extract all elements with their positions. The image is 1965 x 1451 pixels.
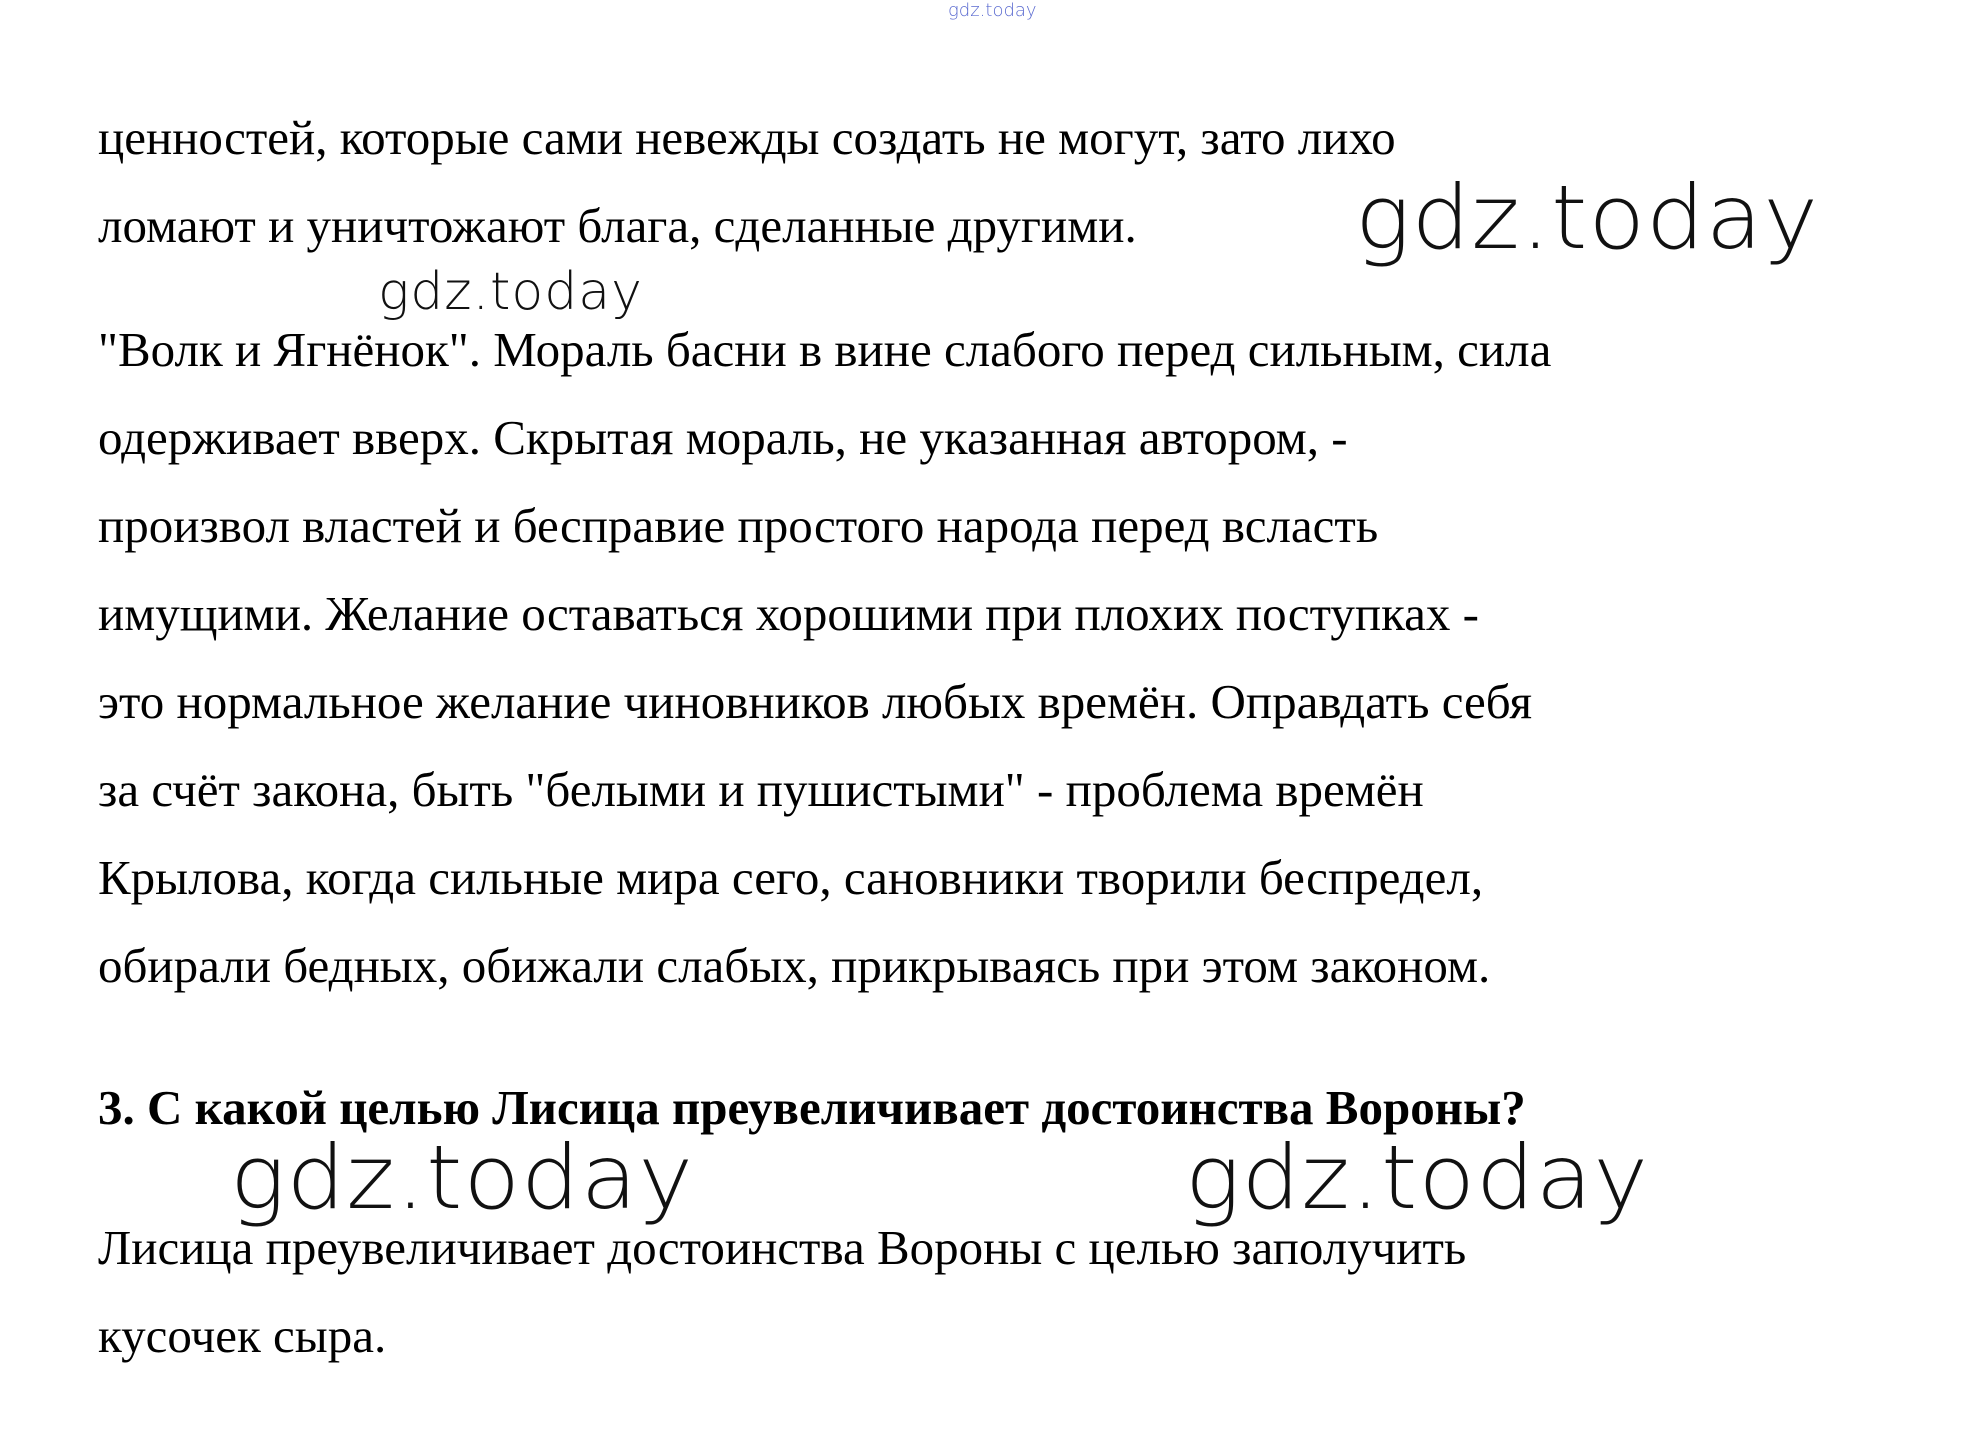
- text-line-8: за счёт закона, быть "белыми и пушистыми" - проблема времён: [98, 762, 1424, 817]
- text-line-9: Крылова, когда сильные мира сего, сановники творили беспредел,: [98, 850, 1484, 905]
- text-line-2: ломают и уничтожают блага, сделанные другими.: [98, 198, 1137, 253]
- watermark-4: gdz.today: [1185, 1126, 1650, 1229]
- watermark-2: gdz.today: [378, 262, 643, 322]
- text-line-7: это нормальное желание чиновников любых времён. Оправдать себя: [98, 674, 1533, 729]
- answer-line-1: Лисица преувеличивает достоинства Вороны с целью заполучить: [98, 1220, 1467, 1275]
- text-line-6: имущими. Желание оставаться хорошими при плохих поступках -: [98, 586, 1479, 641]
- watermark-3: gdz.today: [230, 1126, 695, 1229]
- question-heading: 3. С какой целью Лисица преувеличивает достоинства Вороны?: [98, 1080, 1526, 1135]
- text-line-5: произвол властей и бесправие простого народа перед всласть: [98, 498, 1379, 553]
- text-line-1: ценностей, которые сами невежды создать не могут, зато лихо: [98, 110, 1396, 165]
- text-line-3: "Волк и Ягнёнок". Мораль басни в вине слабого перед сильным, сила: [98, 322, 1552, 377]
- text-line-4: одерживает вверх. Скрытая мораль, не указанная автором, -: [98, 410, 1348, 465]
- text-line-10: обирали бедных, обижали слабых, прикрываясь при этом законом.: [98, 938, 1491, 993]
- watermark-top: gdz.today: [948, 0, 1037, 21]
- answer-line-2: кусочек сыра.: [98, 1308, 387, 1363]
- watermark-1: gdz.today: [1355, 166, 1820, 269]
